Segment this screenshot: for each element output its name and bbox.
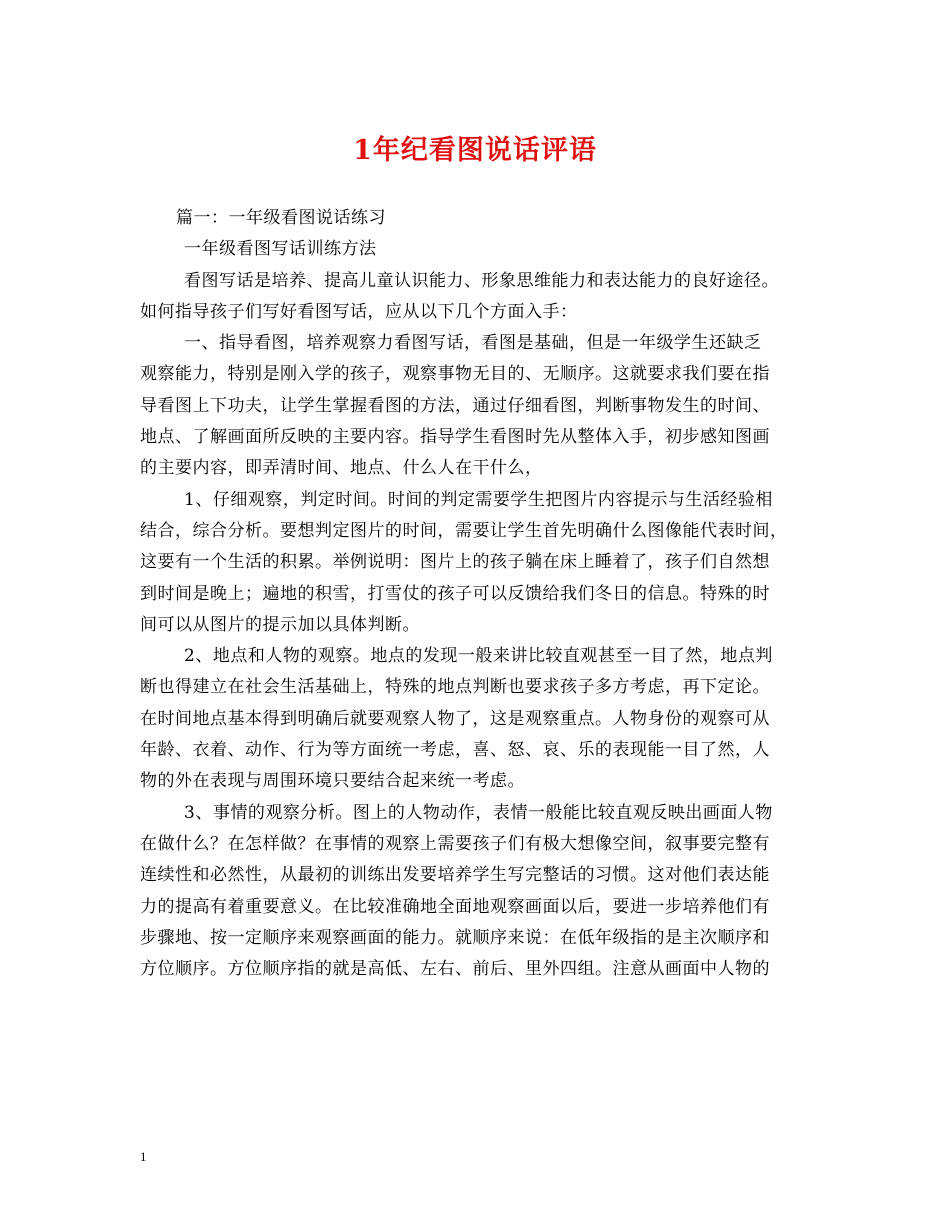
section-heading: 篇一：一年级看图说话练习: [176, 208, 386, 228]
text-line: 看图写话是培养、提高儿童认识能力、形象思维能力和表达能力的良好途径。: [184, 270, 779, 291]
subheading: 一年级看图写话训练方法: [184, 239, 377, 260]
text-line: 结合，综合分析。要想判定图片的时间，需要让学生首先明确什么图像能代表时间，: [140, 520, 788, 541]
text-line: 在时间地点基本得到明确后就要观察人物了，这是观察重点。人物身份的观察可从: [140, 708, 770, 729]
text-line: 导看图上下功夫，让学生掌握看图的方法，通过仔细看图，判断事物发生的时间、: [140, 395, 770, 416]
text-line: 地点、了解画面所反映的主要内容。指导学生看图时先从整体入手，初步感知图画: [140, 427, 770, 448]
text-line: 步骤地、按一定顺序来观察画面的能力。就顺序来说：在低年级指的是主次顺序和: [140, 927, 770, 948]
text-line: 一、指导看图，培养观察力看图写话，看图是基础，但是一年级学生还缺乏: [184, 333, 762, 354]
text-line: 方位顺序。方位顺序指的就是高低、左右、前后、里外四组。注意从画面中人物的: [140, 959, 770, 980]
text-line: 2、地点和人物的观察。地点的发现一般来讲比较直观甚至一目了然，地点判: [184, 646, 773, 667]
text-line: 1、仔细观察，判定时间。时间的判定需要学生把图片内容提示与生活经验相: [184, 489, 773, 510]
text-line: 年龄、衣着、动作、行为等方面统一考虑，喜、怒、哀、乐的表现能一目了然，人: [140, 740, 770, 761]
document-title: 1年纪看图说话评语: [353, 135, 597, 166]
text-line: 间可以从图片的提示加以具体判断。: [140, 614, 420, 635]
text-line: 的主要内容，即弄清时间、地点、什么人在干什么，: [140, 458, 543, 479]
text-line: 到时间是晚上；遍地的积雪，打雪仗的孩子可以反馈给我们冬日的信息。特殊的时: [140, 583, 770, 604]
text-line: 3、事情的观察分析。图上的人物动作，表情一般能比较直观反映出画面人物: [184, 802, 773, 823]
text-line: 观察能力，特别是刚入学的孩子，观察事物无目的、无顺序。这就要求我们要在指: [140, 364, 770, 385]
text-line: 在做什么？在怎样做？在事情的观察上需要孩子们有极大想像空间，叙事要完整有: [140, 833, 770, 854]
document-body: [140, 203, 813, 985]
text-line: 力的提高有着重要意义。在比较准确地全面地观察画面以后，要进一步培养他们有: [140, 896, 770, 917]
text-line: 断也得建立在社会生活基础上，特殊的地点判断也要求孩子多方考虑，再下定论。: [140, 677, 770, 698]
page-number: 1: [140, 1149, 147, 1164]
text-line: 物的外在表现与周围环境只要结合起来统一考虑。: [140, 771, 525, 792]
text-line: 如何指导孩子们写好看图写话，应从以下几个方面入手：: [140, 301, 578, 322]
text-line: 这要有一个生活的积累。举例说明：图片上的孩子躺在床上睡着了，孩子们自然想: [140, 552, 770, 573]
text-line: 连续性和必然性，从最初的训练出发要培养学生写完整话的习惯。这对他们表达能: [140, 865, 770, 886]
